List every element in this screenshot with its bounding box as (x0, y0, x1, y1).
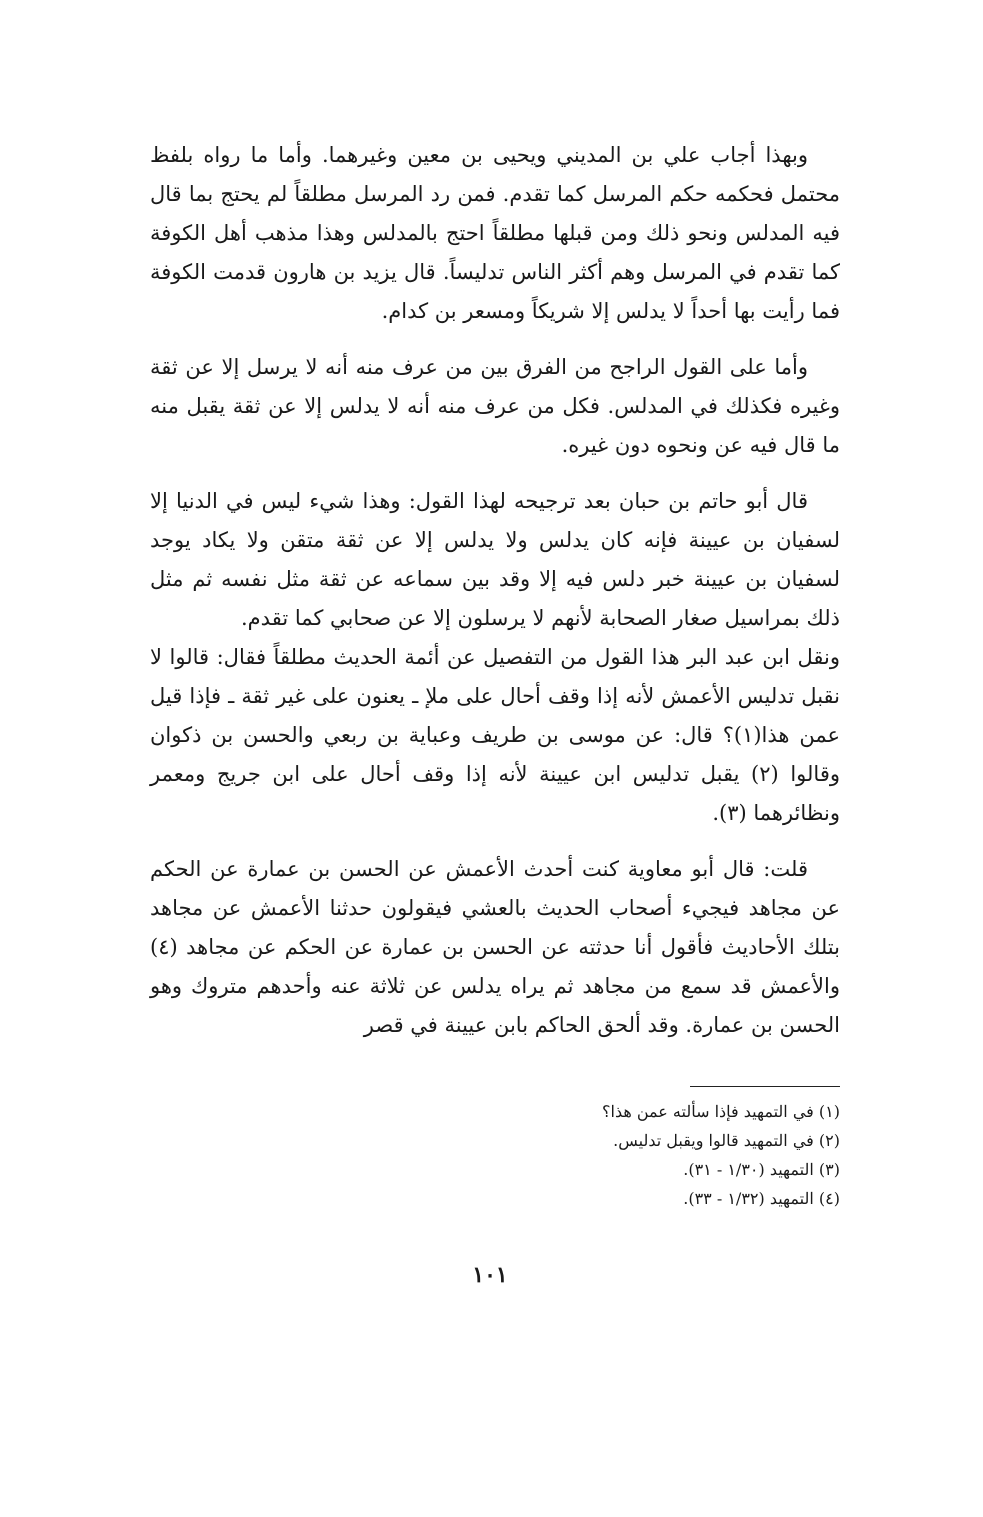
page-number: ١٠١ (472, 1262, 508, 1288)
footnote-1: (١) في التمهيد فإذا سألته عمن هذا؟ (602, 1102, 840, 1121)
footnotes (400, 1097, 840, 1213)
footnote-4: (٤) التمهيد (١/٣٢ - ٣٣). (683, 1189, 840, 1208)
footnote-separator (690, 1086, 840, 1087)
paragraph-1: وبهذا أجاب علي بن المديني ويحيى بن معين وغيرهما. وأما ما رواه بلفظ محتمل فحكمه حكم المرسل كما تقدم. فمن رد المرسل مطلقاً لم يحتج بما قال فيه المدلس ونحو ذلك ومن قبلها مطلقاً احتج بالمدلس وهذا مذهب أهل الكوفة كما تقدم في المرسل وهم أكثر الناس تدليساً. قال يزيد بن هارون قدمت الكوفة فما رأيت بها أحداً لا يدلس إلا شريكاً ومسعر بن كدام. (150, 143, 840, 323)
main-text (150, 136, 840, 1062)
paragraph-2: وأما على القول الراجح من الفرق بين من عرف منه أنه لا يرسل إلا عن ثقة وغيره فكذلك في المدلس. فكل من عرف منه أنه لا يدلس إلا عن ثقة يقبل منه ما قال فيه عن ونحوه دون غيره. (150, 355, 840, 457)
paragraph-3: قال أبو حاتم بن حبان بعد ترجيحه لهذا القول: وهذا شيء ليس في الدنيا إلا لسفيان بن عيينة فإنه كان يدلس ولا يدلس إلا عن ثقة متقن ولا يكاد يوجد لسفيان بن عيينة خبر دلس فيه إلا وقد بين سماعه عن ثقة مثل نفسه ثم مثل ذلك بمراسيل صغار الصحابة لأنهم لا يرسلون إلا عن صحابي كما تقدم. (150, 489, 840, 630)
paragraph-5: قلت: قال أبو معاوية كنت أحدث الأعمش عن الحسن بن عمارة عن الحكم عن مجاهد فيجيء أصحاب الحديث بالعشي فيقولون حدثنا الأعمش عن مجاهد بتلك الأحاديث فأقول أنا حدثته عن الحسن بن عمارة عن الحكم عن مجاهد (٤) والأعمش قد سمع من مجاهد ثم يراه يدلس عن ثلاثة عنه وأحدهم متروك وهو الحسن بن عمارة. وقد ألحق الحاكم بابن عيينة في قصر (150, 857, 840, 1037)
footnote-3: (٣) التمهيد (١/٣٠ - ٣١). (683, 1160, 840, 1179)
footnote-2: (٢) في التمهيد قالوا ويقبل تدليس. (613, 1131, 840, 1150)
paragraph-4: ونقل ابن عبد البر هذا القول من التفصيل عن أئمة الحديث مطلقاً فقال: قالوا لا نقبل تدليس الأعمش لأنه إذا وقف أحال على ملإ ـ يعنون على غير ثقة ـ فإذا قيل عمن هذا(١)؟ قال: عن موسى بن طريف وعباية بن ربعي والحسن بن ذكوان وقالوا (٢) يقبل تدليس ابن عيينة لأنه إذا وقف أحال على ابن جريج ومعمر ونظائرهما (٣). (150, 645, 840, 825)
